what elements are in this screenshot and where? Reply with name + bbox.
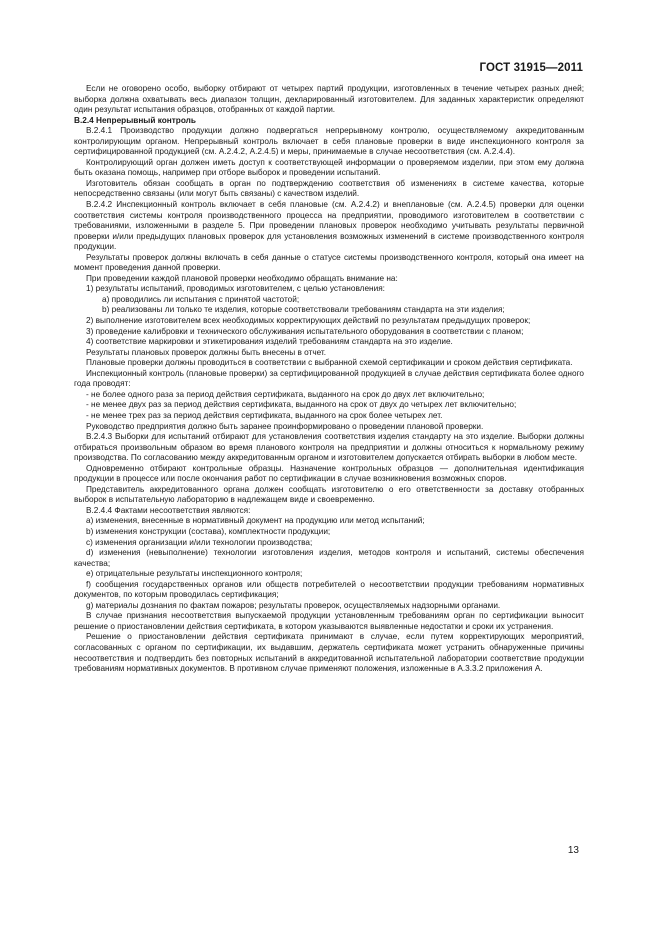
paragraph: В случае признания несоответствия выпускаемой продукции установленным требованиям орган по сертификации выносит решение о приостановлении действия сертификата, в котором указываются выявленные недостатки и сроки их устранения. (74, 611, 584, 631)
document-number: ГОСТ 31915—2011 (479, 62, 583, 74)
paragraph: Изготовитель обязан сообщать в орган по подтверждению соответствия об изменениях в системе качества, которые непосредственно связаны (или могут быть связаны) с качеством изделий. (74, 178, 584, 199)
paragraph: В.2.4.1 Производство продукции должно подвергаться непрерывному контролю, осуществляемому аккредитованным контролирующим органом. Непрерывный контроль включает в себя плановые проверки в виде инспекционного контроля за сертифицированной продукцией (см. А.2.4.2, А.2.4.5) и меры, принимаемые в случае несоответствия (см. А.2.4.4). (74, 126, 584, 157)
paragraph: В.2.4.4 Фактами несоответствия являются: (86, 505, 251, 515)
paragraph: Инспекционный контроль (плановые проверки) за сертифицированной продукцией в случае действия сертификата более одного года проводят: (74, 368, 584, 389)
document-body (74, 84, 584, 675)
paragraph: Представитель аккредитованного органа должен сообщать изготовителю о его ответственности за доставку отобранных выборок в испытательную лабораторию в надлежащем виде и своевременно. (74, 484, 584, 505)
paragraph: b) изменения конструкции (состава), комплектности продукции; (86, 526, 331, 536)
paragraph: - не менее двух раз за период действия сертификата, выданного на срок от двух до четырех лет включительно; (86, 400, 517, 410)
paragraph: g) материалы дознания по фактам пожаров; результаты проверок, осуществляемых надзорными органами. (86, 600, 501, 610)
paragraph: В.2.4.3 Выборки для испытаний отбирают для установления соответствия изделия стандарту на это изделие. Выборки должны отбираться произвольным образом во время планового контроля на предприятии и должны относиться к нормальному режиму производства. По согласованию между аккредитованным органом и изготовителем допускается отбирать выборки в любом месте. (74, 432, 584, 463)
section-heading: В.2.4 Непрерывный контроль (74, 115, 196, 125)
page-number: 13 (567, 845, 579, 856)
paragraph: Результаты плановых проверок должны быть внесены в отчет. (86, 347, 327, 357)
paragraph: b) реализованы ли только те изделия, которые соответствовали требованиям стандарта на эти изделия; (102, 305, 505, 315)
paragraph: Одновременно отбирают контрольные образцы. Назначение контрольных образцов — дополнительная идентификация продукции в процессе или после окончания работ по сертификации в случае возникновения возможных споров. (74, 463, 584, 484)
paragraph: a) изменения, внесенные в нормативный документ на продукцию или метод испытаний; (86, 516, 425, 526)
paragraph: d) изменения (невыполнение) технологии изготовления изделия, методов контроля и испытаний, системы обеспечения качества; (74, 548, 584, 568)
paragraph: Результаты проверок должны включать в себя данные о статусе системы производственного контроля, который она имеет на момент проведения данной проверки. (74, 252, 584, 273)
paragraph: 4) соответствие маркировки и этикетирования изделий требованиям стандарта на это изделие. (86, 337, 453, 347)
paragraph: Плановые проверки должны проводиться в соответствии с выбранной схемой сертификации и сроком действия сертификата. (86, 358, 573, 368)
paragraph: - не более одного раза за период действия сертификата, выданного на срок до двух лет включительно; (86, 389, 485, 399)
paragraph: В.2.4.2 Инспекционный контроль включает в себя плановые (см. А.2.4.2) и внеплановые (см. А.2.4.5) проверки для оценки соответствия системы контроля производственного процесса на предприятии, проводимого изготовителем в соответствии с требованиями, изложенными в разделе 5. При проведении плановых проверок необходимо учитывать результаты первичной проверки и/или предыдущих плановых проверок для установления возможных изменений в системе производственного контроля продукции. (74, 200, 584, 252)
paragraph: c) изменения организации и/или технологии производства; (86, 537, 313, 547)
paragraph: Руководство предприятия должно быть заранее проинформировано о проведении плановой проверки. (86, 421, 484, 431)
paragraph: Контролирующий орган должен иметь доступ к соответствующей информации о проверяемом изделии, при этом ему должна быть оказана помощь, например при отборе выборок и проведении испытаний. (74, 157, 584, 178)
paragraph: e) отрицательные результаты инспекционного контроля; (86, 569, 303, 579)
paragraph: 1) результаты испытаний, проводимых изготовителем, с целью установления: (86, 284, 385, 294)
paragraph: 2) выполнение изготовителем всех необходимых корректирующих действий по результатам предыдущих проверок; (86, 316, 531, 326)
paragraph: При проведении каждой плановой проверки необходимо обращать внимание на: (86, 273, 398, 283)
paragraph: Если не оговорено особо, выборку отбирают от четырех партий продукции, изготовленных в течение четырех разных дней; выборка должна охватывать весь диапазон толщин, декларированный изготовителем. Для заданных характеристик определяют один результат испытания образцов, отобранных от каждой партии. (74, 84, 584, 115)
paragraph: Решение о приостановлении действия сертификата принимают в случае, если путем корректирующих мероприятий, согласованных с органом по сертификации, их выдавшим, держатель сертификата может устранить обнаруженные причины несоответствия и подтвердить без повторных испытаний в аккредитованной испытательной лаборатории соответствие продукции требованиям нормативных документов. В противном случае применяют положения, изложенные в А.3.3.2 приложения А. (74, 632, 584, 674)
paragraph: - не менее трех раз за период действия сертификата, выданного на срок более четырех лет. (86, 410, 443, 420)
paragraph: a) проводились ли испытания с принятой частотой; (102, 294, 300, 304)
paragraph: 3) проведение калибровки и технического обслуживания испытательного оборудования в соответствии с планом; (86, 326, 524, 336)
paragraph: f) сообщения государственных органов или обществ потребителей о несоответствии продукции требованиям нормативных документов, по которым проводилась сертификация; (74, 579, 584, 600)
